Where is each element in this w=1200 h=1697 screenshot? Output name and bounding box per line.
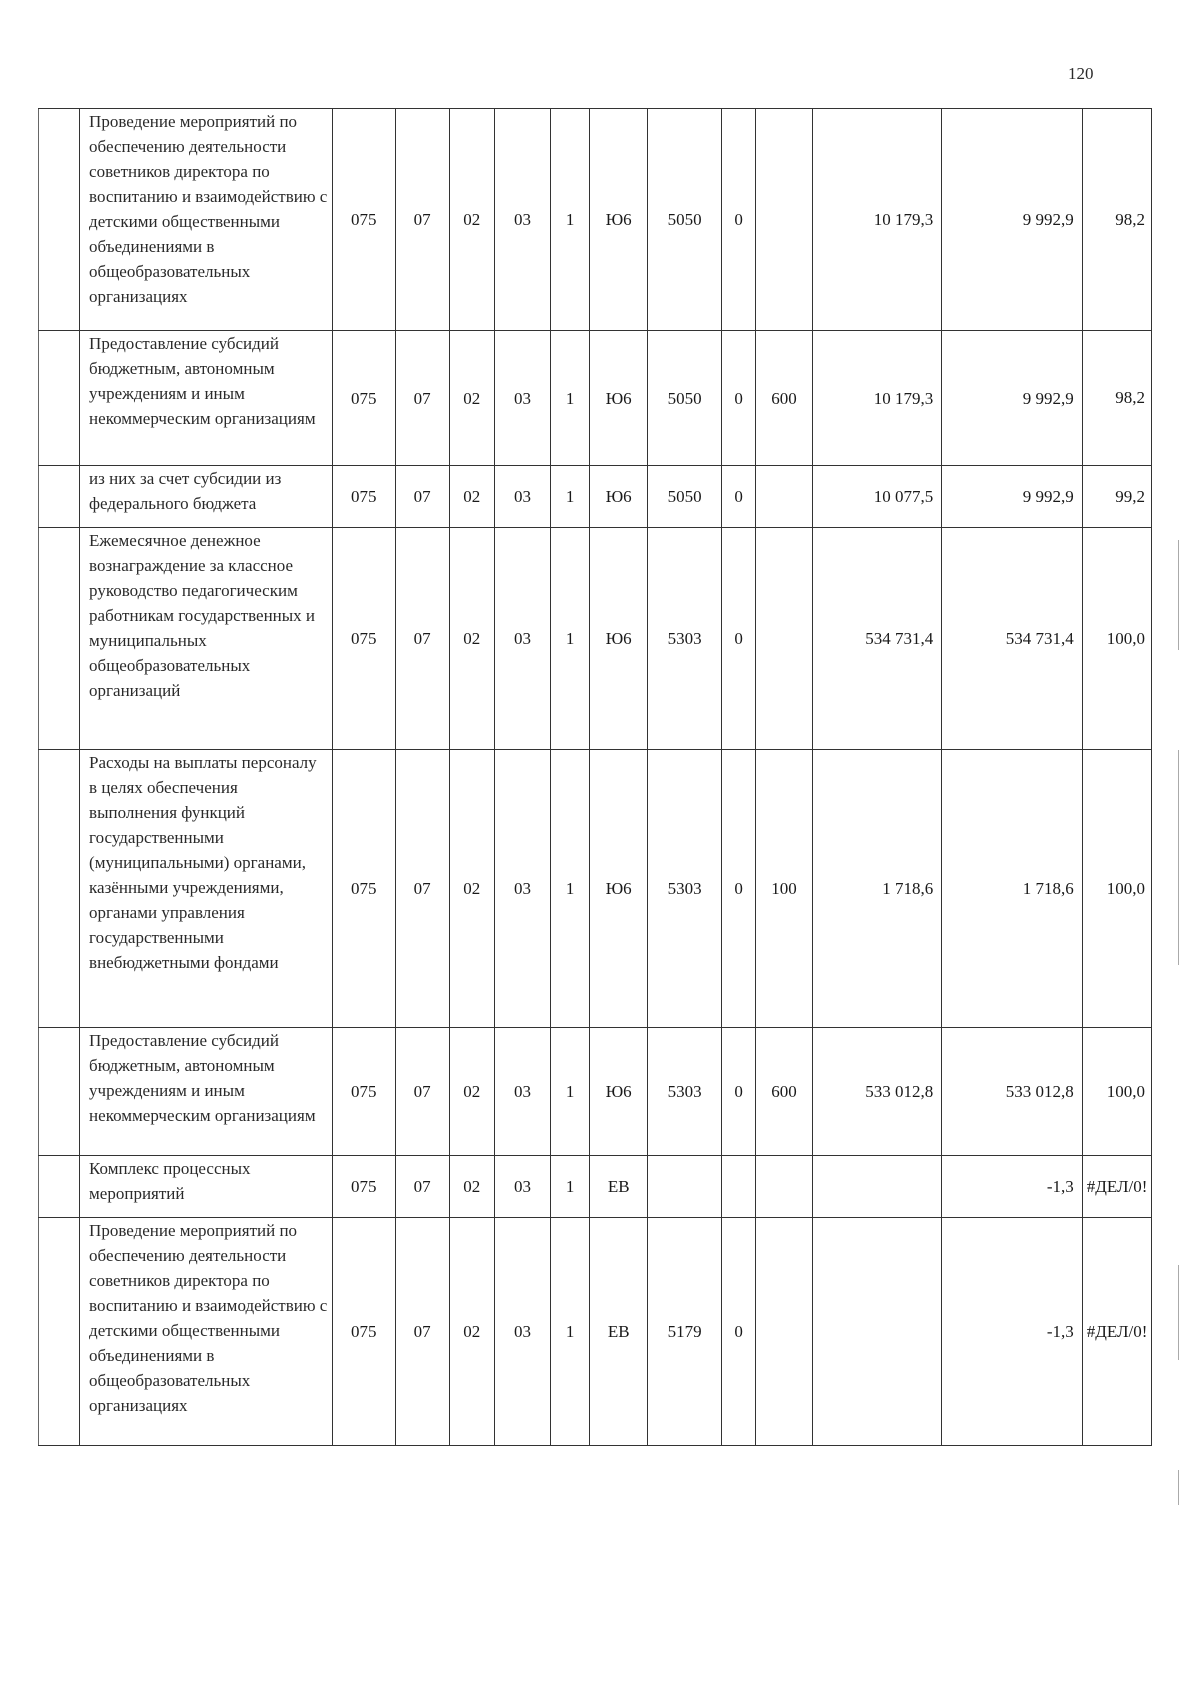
cell-vr: 100 — [756, 750, 812, 1028]
cell-vr: 600 — [756, 331, 812, 466]
cell-vr — [756, 1218, 812, 1446]
cell-cs3: Ю6 — [590, 331, 648, 466]
cell-pr: 02 — [449, 528, 494, 750]
cell-rz: 07 — [395, 1156, 449, 1218]
cell-plan: 534 731,4 — [812, 528, 942, 750]
cell-cs4: 5179 — [648, 1218, 721, 1446]
cell-fact: 533 012,8 — [942, 1028, 1082, 1156]
cell-grbs: 075 — [332, 750, 395, 1028]
cell-percent: 99,2 — [1082, 466, 1151, 528]
cell-fact: -1,3 — [942, 1218, 1082, 1446]
cell-plan: 533 012,8 — [812, 1028, 942, 1156]
cell-blank — [39, 1218, 80, 1446]
cell-cs4: 5303 — [648, 1028, 721, 1156]
cell-plan: 10 077,5 — [812, 466, 942, 528]
cell-grbs: 075 — [332, 109, 395, 331]
cell-cs5: 0 — [721, 1218, 756, 1446]
cell-fact: 9 992,9 — [942, 331, 1082, 466]
cell-blank — [39, 528, 80, 750]
cell-fact: -1,3 — [942, 1156, 1082, 1218]
cell-pr: 02 — [449, 750, 494, 1028]
cell-percent: #ДЕЛ/0! — [1082, 1156, 1151, 1218]
cell-percent: 98,2 — [1082, 331, 1151, 466]
cell-cs4 — [648, 1156, 721, 1218]
cell-cs1: 03 — [494, 1156, 550, 1218]
cell-fact: 534 731,4 — [942, 528, 1082, 750]
table-row — [39, 109, 1152, 331]
budget-execution-table — [38, 108, 1152, 1446]
cell-cs5: 0 — [721, 331, 756, 466]
cell-cs5: 0 — [721, 1028, 756, 1156]
cell-cs2: 1 — [551, 109, 590, 331]
cell-cs5: 0 — [721, 750, 756, 1028]
cell-plan: 10 179,3 — [812, 109, 942, 331]
cell-name: Расходы на выплаты персоналу в целях обеспечения выполнения функций государственными (муниципальными) органами, казёнными учреждениями, органами управления государственными внебюджетными фондами — [80, 750, 333, 1028]
cell-cs1: 03 — [494, 331, 550, 466]
cell-rz: 07 — [395, 1028, 449, 1156]
cell-blank — [39, 466, 80, 528]
scan-artifact — [1178, 1470, 1179, 1505]
cell-percent: 98,2 — [1082, 109, 1151, 331]
cell-name: из них за счет субсидии из федерального бюджета — [80, 466, 333, 528]
cell-grbs: 075 — [332, 1156, 395, 1218]
cell-cs3: Ю6 — [590, 750, 648, 1028]
table-row — [39, 528, 1152, 750]
cell-percent: 100,0 — [1082, 1028, 1151, 1156]
scan-artifact — [1178, 1265, 1179, 1360]
cell-plan — [812, 1156, 942, 1218]
cell-cs4: 5303 — [648, 528, 721, 750]
cell-cs3: Ю6 — [590, 466, 648, 528]
cell-name: Проведение мероприятий по обеспечению деятельности советников директора по воспитанию и взаимодействию с детскими общественными объединениями в общеобразовательных организациях — [80, 109, 333, 331]
cell-blank — [39, 1028, 80, 1156]
cell-cs1: 03 — [494, 750, 550, 1028]
cell-percent: 100,0 — [1082, 750, 1151, 1028]
table-row — [39, 1218, 1152, 1446]
cell-pr: 02 — [449, 1218, 494, 1446]
cell-cs2: 1 — [551, 1218, 590, 1446]
cell-cs3: Ю6 — [590, 1028, 648, 1156]
cell-cs1: 03 — [494, 1218, 550, 1446]
cell-cs3: Ю6 — [590, 109, 648, 331]
cell-fact: 9 992,9 — [942, 466, 1082, 528]
cell-cs3: ЕВ — [590, 1218, 648, 1446]
cell-grbs: 075 — [332, 466, 395, 528]
cell-rz: 07 — [395, 750, 449, 1028]
cell-grbs: 075 — [332, 528, 395, 750]
cell-fact: 9 992,9 — [942, 109, 1082, 331]
cell-cs2: 1 — [551, 331, 590, 466]
cell-pr: 02 — [449, 1028, 494, 1156]
cell-blank — [39, 109, 80, 331]
cell-plan: 1 718,6 — [812, 750, 942, 1028]
page-number: 120 — [1068, 64, 1094, 83]
cell-percent: #ДЕЛ/0! — [1082, 1218, 1151, 1446]
cell-rz: 07 — [395, 528, 449, 750]
table-row — [39, 1028, 1152, 1156]
cell-cs5: 0 — [721, 109, 756, 331]
cell-cs2: 1 — [551, 1028, 590, 1156]
cell-fact: 1 718,6 — [942, 750, 1082, 1028]
cell-cs5: 0 — [721, 466, 756, 528]
cell-pr: 02 — [449, 109, 494, 331]
cell-cs1: 03 — [494, 1028, 550, 1156]
cell-grbs: 075 — [332, 1028, 395, 1156]
cell-cs5 — [721, 1156, 756, 1218]
cell-cs3: Ю6 — [590, 528, 648, 750]
cell-name: Комплекс процессных мероприятий — [80, 1156, 333, 1218]
cell-name: Предоставление субсидий бюджетным, автономным учреждениям и иным некоммерческим организациям — [80, 1028, 333, 1156]
scan-artifact — [1178, 750, 1179, 965]
table-row — [39, 331, 1152, 466]
cell-cs1: 03 — [494, 466, 550, 528]
cell-cs2: 1 — [551, 1156, 590, 1218]
cell-cs4: 5050 — [648, 466, 721, 528]
cell-name: Проведение мероприятий по обеспечению деятельности советников директора по воспитанию и взаимодействию с детскими общественными объединениями в общеобразовательных организациях — [80, 1218, 333, 1446]
cell-pr: 02 — [449, 331, 494, 466]
cell-cs3: ЕВ — [590, 1156, 648, 1218]
cell-cs2: 1 — [551, 528, 590, 750]
cell-vr: 600 — [756, 1028, 812, 1156]
cell-vr — [756, 1156, 812, 1218]
cell-vr — [756, 528, 812, 750]
cell-plan: 10 179,3 — [812, 331, 942, 466]
cell-cs1: 03 — [494, 528, 550, 750]
cell-cs4: 5050 — [648, 331, 721, 466]
cell-cs4: 5303 — [648, 750, 721, 1028]
table-row — [39, 466, 1152, 528]
cell-rz: 07 — [395, 466, 449, 528]
cell-grbs: 075 — [332, 1218, 395, 1446]
cell-rz: 07 — [395, 331, 449, 466]
cell-rz: 07 — [395, 1218, 449, 1446]
cell-blank — [39, 1156, 80, 1218]
cell-name: Ежемесячное денежное вознаграждение за классное руководство педагогическим работникам государственных и муниципальных общеобразовательных организаций — [80, 528, 333, 750]
cell-cs2: 1 — [551, 750, 590, 1028]
cell-name: Предоставление субсидий бюджетным, автономным учреждениям и иным некоммерческим организациям — [80, 331, 333, 466]
scan-artifact — [1178, 540, 1179, 650]
cell-percent: 100,0 — [1082, 528, 1151, 750]
cell-pr: 02 — [449, 1156, 494, 1218]
cell-plan — [812, 1218, 942, 1446]
table-row — [39, 750, 1152, 1028]
cell-grbs: 075 — [332, 331, 395, 466]
cell-cs1: 03 — [494, 109, 550, 331]
cell-vr — [756, 466, 812, 528]
cell-vr — [756, 109, 812, 331]
cell-cs4: 5050 — [648, 109, 721, 331]
cell-blank — [39, 331, 80, 466]
cell-pr: 02 — [449, 466, 494, 528]
cell-cs2: 1 — [551, 466, 590, 528]
cell-cs5: 0 — [721, 528, 756, 750]
table-row — [39, 1156, 1152, 1218]
cell-blank — [39, 750, 80, 1028]
cell-rz: 07 — [395, 109, 449, 331]
